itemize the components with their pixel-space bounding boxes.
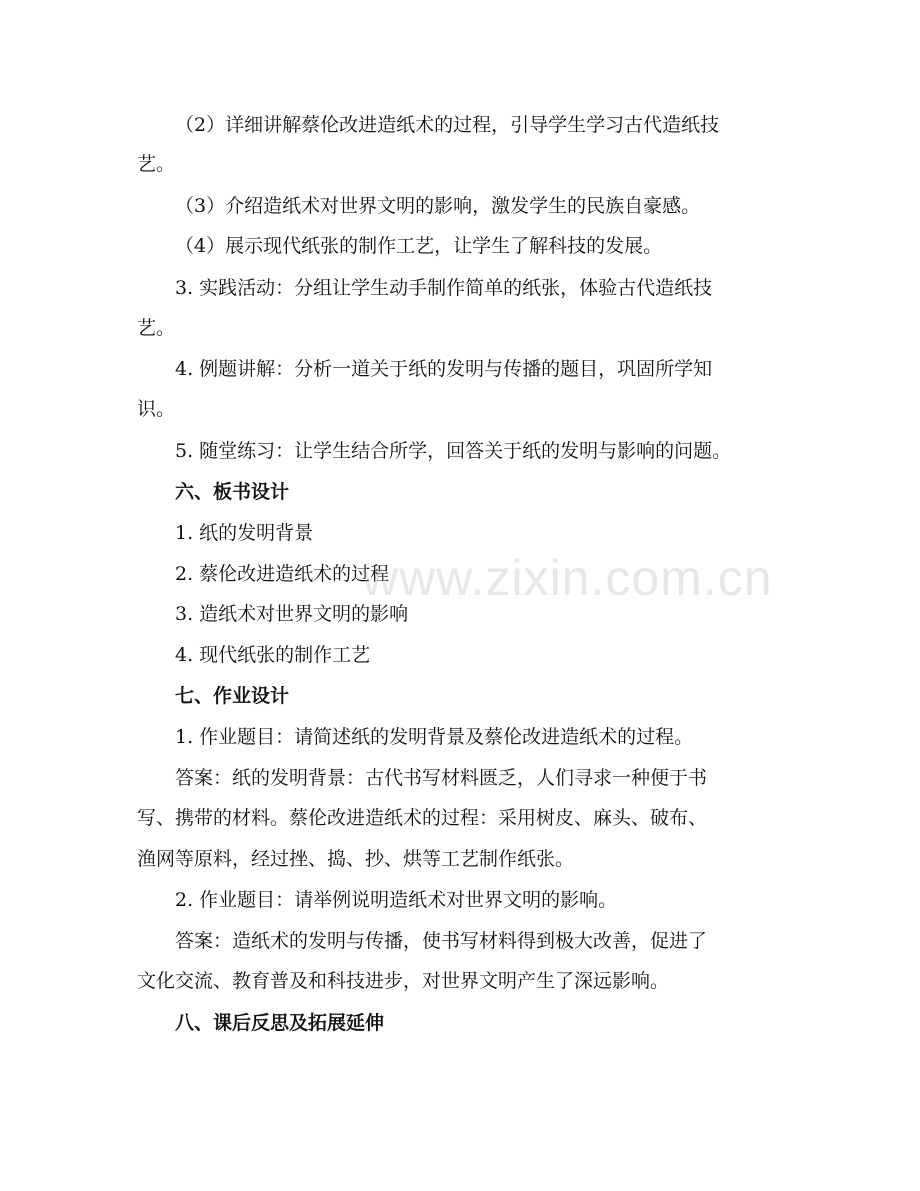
- board-item-4: 4. 现代纸张的制作工艺: [175, 644, 371, 666]
- homework-answer-1-line-2: 写、携带的材料。蔡伦改进造纸术的过程：采用树皮、麻头、破布、: [137, 807, 708, 829]
- paragraph-example-explanation: 4. 例题讲解：分析一道关于纸的发明与传播的题目，巩固所学知: [175, 358, 713, 380]
- board-item-1: 1. 纸的发明背景: [175, 522, 314, 544]
- paragraph-example-explanation-continuation: 识。: [137, 398, 176, 420]
- paragraph-step-4: （4）展示现代纸张的制作工艺，让学生了解科技的发展。: [175, 235, 663, 257]
- paragraph-practice-activity-continuation: 艺。: [137, 317, 176, 339]
- homework-answer-2-line-1: 答案：造纸术的发明与传播，使书写材料得到极大改善，促进了: [175, 930, 708, 952]
- homework-answer-2-line-2: 文化交流、教育普及和科技进步，对世界文明产生了深远影响。: [137, 970, 670, 992]
- paragraph-classroom-practice: 5. 随堂练习：让学生结合所学，回答关于纸的发明与影响的问题。: [175, 440, 732, 462]
- paragraph-step-2-continuation: 艺。: [137, 153, 176, 175]
- paragraph-step-2: （2）详细讲解蔡伦改进造纸术的过程，引导学生学习古代造纸技: [175, 114, 720, 136]
- homework-question-1: 1. 作业题目：请简述纸的发明背景及蔡伦改进造纸术的过程。: [175, 726, 694, 748]
- watermark-text: www.zixin.com.cn: [362, 550, 773, 606]
- section-heading-homework-design: 七、作业设计: [175, 685, 290, 707]
- board-item-2: 2. 蔡伦改进造纸术的过程: [175, 563, 390, 585]
- board-item-3: 3. 造纸术对世界文明的影响: [175, 603, 409, 625]
- paragraph-practice-activity: 3. 实践活动：分组让学生动手制作简单的纸张，体验古代造纸技: [175, 277, 713, 299]
- homework-answer-1-line-1: 答案：纸的发明背景：古代书写材料匮乏，人们寻求一种便于书: [175, 767, 708, 789]
- paragraph-step-3: （3）介绍造纸术对世界文明的影响，激发学生的民族自豪感。: [175, 195, 701, 217]
- section-heading-board-design: 六、板书设计: [175, 481, 290, 503]
- homework-question-2: 2. 作业题目：请举例说明造纸术对世界文明的影响。: [175, 889, 618, 911]
- homework-answer-1-line-3: 渔网等原料，经过挫、捣、抄、烘等工艺制作纸张。: [137, 848, 575, 870]
- section-heading-reflection-extension: 八、课后反思及拓展延伸: [175, 1012, 385, 1034]
